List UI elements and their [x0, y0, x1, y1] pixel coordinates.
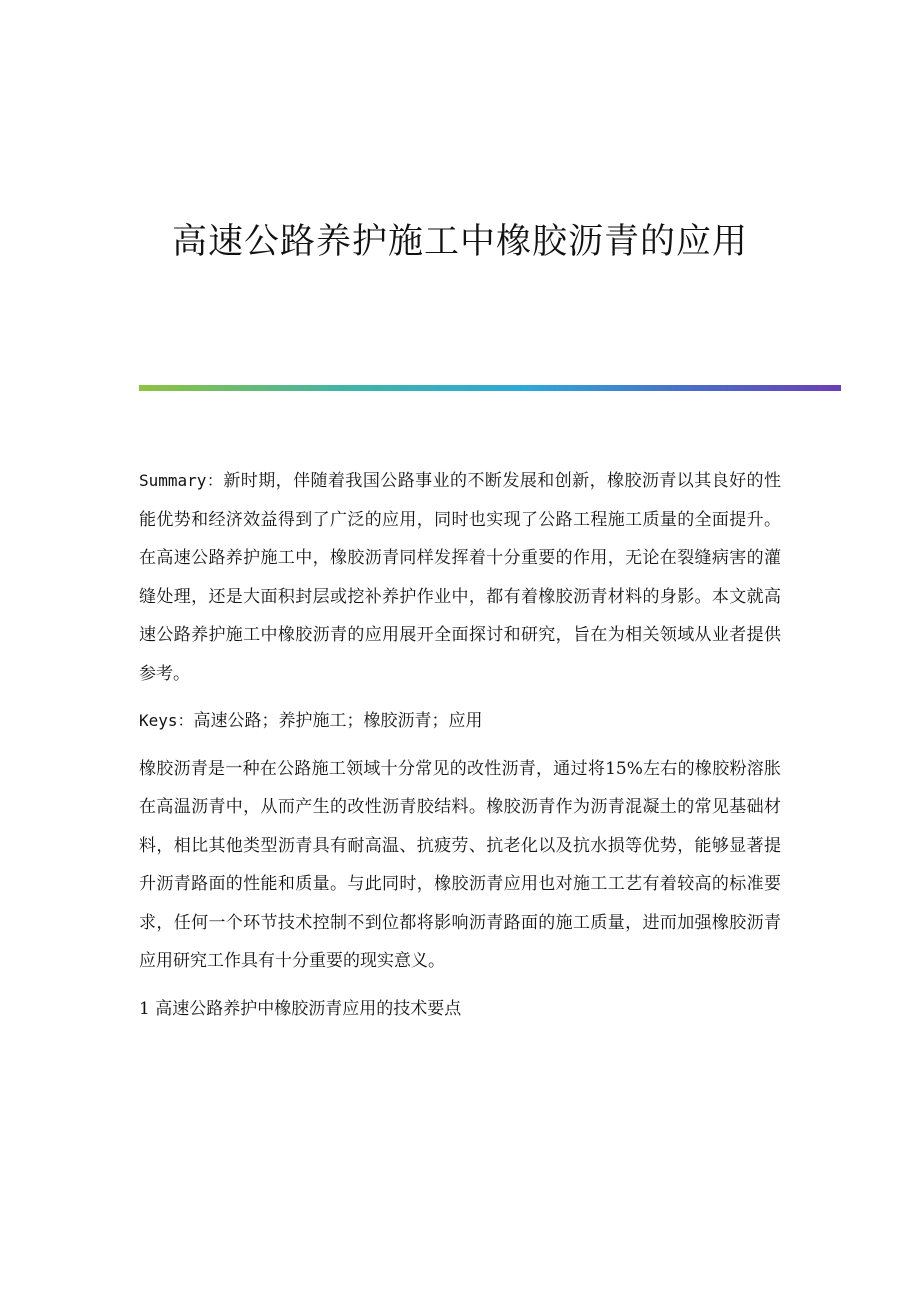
document-body	[139, 462, 781, 1037]
intro-paragraph: 橡胶沥青是一种在公路施工领域十分常见的改性沥青，通过将15%左右的橡胶粉溶胀在高温沥青中，从而产生的改性沥青胶结料。橡胶沥青作为沥青混凝土的常见基础材料，相比其他类型沥青具有耐高温、抗疲劳、抗老化以及抗水损等优势，能够显著提升沥青路面的性能和质量。与此同时，橡胶沥青应用也对施工工艺有着较高的标准要求，任何一个环节技术控制不到位都将影响沥青路面的施工质量，进而加强橡胶沥青应用研究工作具有十分重要的现实意义。	[139, 758, 781, 971]
summary-label: Summary：	[139, 471, 224, 490]
summary-paragraph	[139, 462, 781, 693]
summary-text: 新时期，伴随着我国公路事业的不断发展和创新，橡胶沥青以其良好的性能优势和经济效益得到了广泛的应用，同时也实现了公路工程施工质量的全面提升。在高速公路养护施工中，橡胶沥青同样发挥着十分重要的作用，无论在裂缝病害的灌缝处理，还是大面积封层或挖补养护作业中，都有着橡胶沥青材料的身影。本文就高速公路养护施工中橡胶沥青的应用展开全面探讨和研究，旨在为相关领域从业者提供参考。	[139, 471, 781, 684]
title-divider	[139, 385, 841, 391]
keys-label: Keys：	[139, 711, 194, 730]
keys-paragraph	[139, 702, 781, 741]
keys-text: 高速公路；养护施工；橡胶沥青；应用	[193, 711, 483, 731]
section-heading: 1 高速公路养护中橡胶沥青应用的技术要点	[139, 998, 462, 1019]
page-title: 高速公路养护施工中橡胶沥青的应用	[171, 222, 748, 262]
